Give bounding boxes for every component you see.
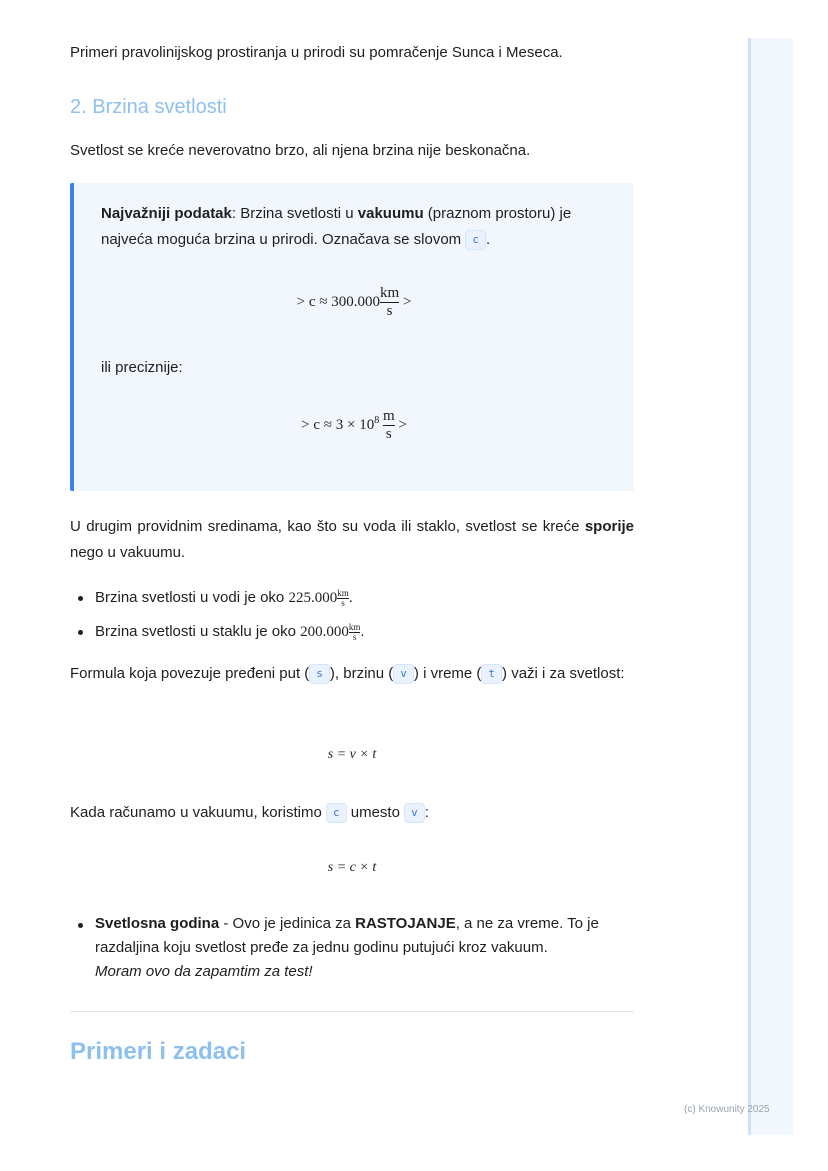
code-v: v [393,664,414,684]
bullet-water-text: Brzina svetlosti u vodi je oko [95,589,289,606]
formula2-right: > [398,416,407,433]
bullet-water-value: 225.000 [288,590,338,606]
list-item-water [70,585,634,611]
code-c: c [465,230,486,250]
callout-bold-label: Najvažniji podatak [101,205,232,222]
formula2-num: m [382,408,395,424]
other-media-bold: sporije [584,518,634,535]
formula-para-d: ) važi i za svetlost: [502,665,625,682]
or-precise-label: ili preciznije: [101,359,183,376]
vacuum-para-c: : [424,804,429,821]
bullet-water-end: . [348,589,353,606]
formula-paragraph [70,661,634,687]
code-v-2: v [404,803,425,823]
callout-bold-vakuum: vakuumu [357,205,424,222]
code-s: s [309,664,330,684]
formula2-den: s [385,426,392,442]
list-item-light-year [70,912,634,984]
formula-para-b: ), brzinu ( [329,665,394,682]
formula-para-a: Formula koja povezuje pređeni put ( [70,665,310,682]
light-year-note: Moram ovo da zapamtim za test! [95,963,313,980]
other-media-paragraph [70,514,634,566]
key-fact-callout [70,183,634,491]
formula2-exponent: 8 [374,414,380,426]
bullet-glass-fraction [349,623,361,642]
light-year-text-b: , a ne za vreme. To je razdaljina koju svetlost pređe za jednu godinu putujući kroz vakuum. [95,915,599,956]
bullet-water-num: km [337,587,349,598]
vacuum-para-a: Kada računamo u vakuumu, koristimo [70,804,326,821]
formula1-num: km [379,285,400,301]
intro-paragraph: Primeri pravolinijskog prostiranja u prirodi su pomračenje Sunca i Meseca. [70,44,563,61]
callout-text-a: : Brzina svetlosti u [231,205,358,222]
section-divider [70,1011,634,1012]
callout-text [101,201,616,253]
formula1-right: > [402,293,412,310]
bullet-water-den: s [341,597,345,608]
formula-s-v-t: s = v × t [327,747,377,762]
formula2-fraction [383,408,395,443]
callout-text-b: (praznom prostoru) je najveća moguća brzina u prirodi. Označava se slovom [101,205,572,248]
formula-speed-kms [74,285,634,320]
bullet-glass-num: km [348,621,361,632]
section-intro-paragraph: Svetlost se kreće neverovatno brzo, ali njena brzina nije beskonačna. [70,142,531,159]
light-year-list [70,912,634,984]
formula1-left: > c ≈ 300.000 [296,293,380,310]
formula2-left: > c ≈ 3 × 10 [301,416,375,433]
vacuum-para-b: umesto [346,804,405,821]
other-media-text-b: nego u vakuumu. [70,544,186,561]
section-heading-primeri: Primeri i zadaci [70,1038,247,1065]
formula-para-c: ) i vreme ( [413,665,482,682]
bullet-glass-end: . [360,623,365,640]
formula-speed-ms [74,408,634,443]
bullet-glass-value: 200.000 [300,624,349,640]
light-year-text-a: - Ovo je jedinica za [219,915,356,932]
section-heading-brzina: 2. Brzina svetlosti [70,96,227,118]
bullet-glass-text: Brzina svetlosti u staklu je oko [95,623,301,640]
light-year-term: Svetlosna godina [95,915,220,932]
formula-s-c-t: s = c × t [327,860,377,875]
formula1-fraction [380,285,399,320]
callout-text-c: . [485,231,491,248]
formula1-den: s [386,303,393,319]
light-year-bold-distance: RASTOJANJE [355,915,456,932]
code-c-2: c [326,803,347,823]
bullet-water-fraction [337,589,349,608]
footer-copyright: (c) Knowunity 2025 [684,1104,770,1115]
vacuum-paragraph [70,800,634,826]
code-t: t [481,664,502,684]
bullet-glass-den: s [352,631,357,642]
other-media-text-a: U drugim providnim sredinama, kao što su voda ili staklo, svetlost se kreće [70,518,585,535]
list-item-glass [70,619,634,645]
speed-list [70,585,634,645]
right-margin-panel [748,38,793,1135]
